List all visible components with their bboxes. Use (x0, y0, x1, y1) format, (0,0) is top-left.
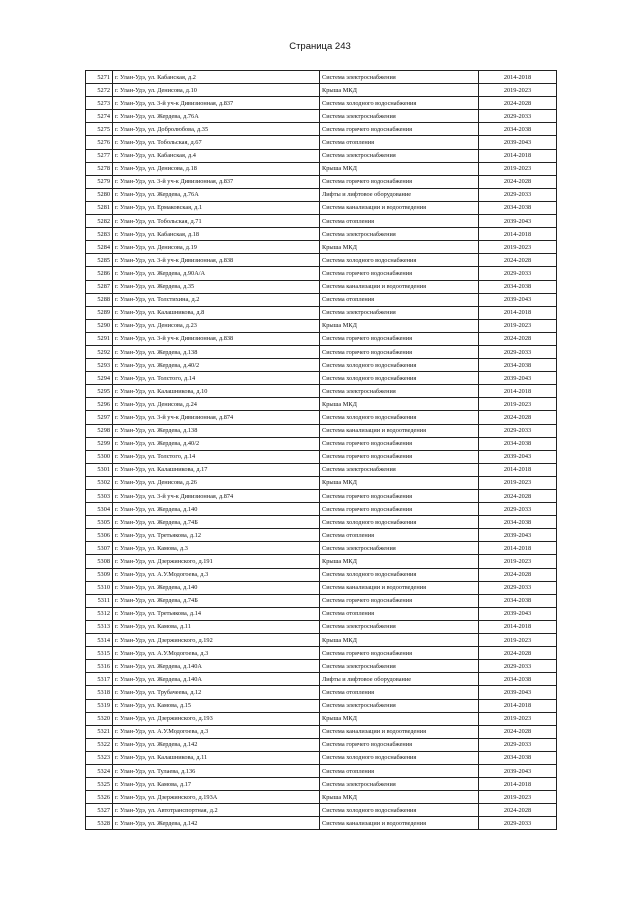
period-cell: 2024-2028 (479, 254, 557, 267)
row-number-cell: 5287 (86, 280, 113, 293)
address-cell: г. Улан-Удэ, ул. Кабанская, д.2 (113, 71, 320, 84)
row-number-cell: 5285 (86, 254, 113, 267)
system-cell: Крыша МКД (320, 84, 479, 97)
address-cell: г. Улан-Удэ, ул. Жердева, д.90А/А (113, 267, 320, 280)
address-cell: г. Улан-Удэ, ул. Калашникова, д.11 (113, 751, 320, 764)
row-number-cell: 5325 (86, 778, 113, 791)
system-cell: Система отопления (320, 529, 479, 542)
address-cell: г. Улан-Удэ, ул. Тобольская, д.67 (113, 136, 320, 149)
address-cell: г. Улан-Удэ, ул. Третьякова, д.12 (113, 529, 320, 542)
period-cell: 2029-2033 (479, 581, 557, 594)
table-row (86, 267, 557, 280)
row-number-cell: 5293 (86, 359, 113, 372)
table-row (86, 778, 557, 791)
period-cell: 2039-2043 (479, 215, 557, 228)
row-number-cell: 5282 (86, 215, 113, 228)
address-cell: г. Улан-Удэ, ул. Толстого, д.14 (113, 450, 320, 463)
address-cell: г. Улан-Удэ, ул. Денисова, д.23 (113, 319, 320, 332)
table-row (86, 241, 557, 254)
table-row (86, 215, 557, 228)
row-number-cell: 5328 (86, 817, 113, 830)
address-cell: г. Улан-Удэ, ул. Денисова, д.24 (113, 398, 320, 411)
system-cell: Крыша МКД (320, 712, 479, 725)
table-row (86, 345, 557, 358)
table-row (86, 149, 557, 162)
period-cell: 2014-2018 (479, 463, 557, 476)
row-number-cell: 5296 (86, 398, 113, 411)
row-number-cell: 5288 (86, 293, 113, 306)
row-number-cell: 5313 (86, 620, 113, 633)
system-cell: Система канализации и водоотведения (320, 581, 479, 594)
period-cell: 2029-2033 (479, 188, 557, 201)
table-row (86, 398, 557, 411)
row-number-cell: 5277 (86, 149, 113, 162)
period-cell: 2024-2028 (479, 175, 557, 188)
period-cell: 2014-2018 (479, 306, 557, 319)
table-row (86, 490, 557, 503)
period-cell: 2034-2038 (479, 437, 557, 450)
table-row (86, 411, 557, 424)
address-cell: г. Улан-Удэ, ул. Ермаковская, д.1 (113, 201, 320, 214)
period-cell: 2034-2038 (479, 123, 557, 136)
system-cell: Крыша МКД (320, 791, 479, 804)
address-cell: г. Улан-Удэ, ул. Жердева, д.142 (113, 738, 320, 751)
period-cell: 2024-2028 (479, 804, 557, 817)
system-cell: Система отопления (320, 607, 479, 620)
period-cell: 2029-2033 (479, 738, 557, 751)
period-cell: 2014-2018 (479, 620, 557, 633)
row-number-cell: 5305 (86, 516, 113, 529)
row-number-cell: 5273 (86, 97, 113, 110)
row-number-cell: 5323 (86, 751, 113, 764)
address-cell: г. Улан-Удэ, ул. Жердева, д.74Б (113, 516, 320, 529)
table-row (86, 71, 557, 84)
row-number-cell: 5294 (86, 372, 113, 385)
period-cell: 2019-2023 (479, 476, 557, 489)
system-cell: Система холодного водоснабжения (320, 516, 479, 529)
period-cell: 2034-2038 (479, 673, 557, 686)
period-cell: 2019-2023 (479, 398, 557, 411)
row-number-cell: 5301 (86, 463, 113, 476)
table-row (86, 594, 557, 607)
row-number-cell: 5316 (86, 660, 113, 673)
table-row (86, 542, 557, 555)
row-number-cell: 5317 (86, 673, 113, 686)
system-cell: Система электроснабжения (320, 542, 479, 555)
system-cell: Система электроснабжения (320, 778, 479, 791)
address-cell: г. Улан-Удэ, ул. 3-й уч-к Дивизионная, д.837 (113, 97, 320, 110)
row-number-cell: 5320 (86, 712, 113, 725)
row-number-cell: 5319 (86, 699, 113, 712)
row-number-cell: 5302 (86, 476, 113, 489)
address-cell: г. Улан-Удэ, ул. А.У.Модогоева, д.3 (113, 725, 320, 738)
row-number-cell: 5295 (86, 385, 113, 398)
table-body (86, 71, 557, 830)
period-cell: 2014-2018 (479, 71, 557, 84)
row-number-cell: 5304 (86, 503, 113, 516)
system-cell: Система горячего водоснабжения (320, 345, 479, 358)
row-number-cell: 5283 (86, 228, 113, 241)
period-cell: 2019-2023 (479, 241, 557, 254)
system-cell: Система электроснабжения (320, 306, 479, 319)
address-cell: г. Улан-Удэ, ул. Кабанская, д.4 (113, 149, 320, 162)
row-number-cell: 5281 (86, 201, 113, 214)
row-number-cell: 5275 (86, 123, 113, 136)
system-cell: Система холодного водоснабжения (320, 97, 479, 110)
address-cell: г. Улан-Удэ, ул. Жердева, д.76А (113, 110, 320, 123)
system-cell: Крыша МКД (320, 476, 479, 489)
system-cell: Система холодного водоснабжения (320, 372, 479, 385)
address-cell: г. Улан-Удэ, ул. Жердева, д.40/2 (113, 359, 320, 372)
address-cell: г. Улан-Удэ, ул. Денисова, д.19 (113, 241, 320, 254)
period-cell: 2019-2023 (479, 634, 557, 647)
table-row (86, 647, 557, 660)
system-cell: Система канализации и водоотведения (320, 280, 479, 293)
system-cell: Крыша МКД (320, 162, 479, 175)
table-row (86, 751, 557, 764)
address-cell: г. Улан-Удэ, ул. Жердева, д.142 (113, 817, 320, 830)
period-cell: 2024-2028 (479, 647, 557, 660)
row-number-cell: 5311 (86, 594, 113, 607)
period-cell: 2019-2023 (479, 162, 557, 175)
row-number-cell: 5274 (86, 110, 113, 123)
table-row (86, 738, 557, 751)
row-number-cell: 5280 (86, 188, 113, 201)
system-cell: Крыша МКД (320, 319, 479, 332)
address-cell: г. Улан-Удэ, ул. Жердева, д.140А (113, 673, 320, 686)
system-cell: Система отопления (320, 215, 479, 228)
table-row (86, 162, 557, 175)
system-cell: Система электроснабжения (320, 699, 479, 712)
table-row (86, 280, 557, 293)
row-number-cell: 5278 (86, 162, 113, 175)
table-row (86, 764, 557, 777)
address-cell: г. Улан-Удэ, ул. 3-й уч-к Дивизионная, д.838 (113, 332, 320, 345)
table-row (86, 306, 557, 319)
system-cell: Система канализации и водоотведения (320, 201, 479, 214)
system-cell: Система холодного водоснабжения (320, 804, 479, 817)
system-cell: Крыша МКД (320, 555, 479, 568)
address-cell: г. Улан-Удэ, ул. Камова, д.15 (113, 699, 320, 712)
period-cell: 2029-2033 (479, 817, 557, 830)
table-row (86, 503, 557, 516)
address-cell: г. Улан-Удэ, ул. Жердева, д.140 (113, 503, 320, 516)
system-cell: Система отопления (320, 686, 479, 699)
system-cell: Система электроснабжения (320, 463, 479, 476)
address-cell: г. Улан-Удэ, ул. 3-й уч-к Дивизионная, д.874 (113, 490, 320, 503)
period-cell: 2019-2023 (479, 555, 557, 568)
system-cell: Система горячего водоснабжения (320, 594, 479, 607)
system-cell: Система электроснабжения (320, 228, 479, 241)
row-number-cell: 5310 (86, 581, 113, 594)
row-number-cell: 5272 (86, 84, 113, 97)
address-cell: г. Улан-Удэ, ул. Камова, д.11 (113, 620, 320, 633)
system-cell: Система канализации и водоотведения (320, 725, 479, 738)
row-number-cell: 5286 (86, 267, 113, 280)
table-row (86, 725, 557, 738)
table-row (86, 804, 557, 817)
period-cell: 2024-2028 (479, 332, 557, 345)
system-cell: Система отопления (320, 136, 479, 149)
system-cell: Лифты и лифтовое оборудование (320, 188, 479, 201)
table-row (86, 568, 557, 581)
system-cell: Система электроснабжения (320, 660, 479, 673)
period-cell: 2024-2028 (479, 97, 557, 110)
table-row (86, 634, 557, 647)
row-number-cell: 5271 (86, 71, 113, 84)
system-cell: Система холодного водоснабжения (320, 568, 479, 581)
address-cell: г. Улан-Удэ, ул. Калашникова, д.8 (113, 306, 320, 319)
period-cell: 2039-2043 (479, 450, 557, 463)
period-cell: 2039-2043 (479, 764, 557, 777)
row-number-cell: 5300 (86, 450, 113, 463)
system-cell: Система электроснабжения (320, 71, 479, 84)
period-cell: 2034-2038 (479, 359, 557, 372)
table-row (86, 123, 557, 136)
period-cell: 2034-2038 (479, 201, 557, 214)
period-cell: 2029-2033 (479, 267, 557, 280)
address-cell: г. Улан-Удэ, ул. А.У.Модогоева, д.3 (113, 647, 320, 660)
table-row (86, 110, 557, 123)
row-number-cell: 5318 (86, 686, 113, 699)
table-row (86, 476, 557, 489)
system-cell: Система холодного водоснабжения (320, 359, 479, 372)
address-cell: г. Улан-Удэ, ул. Дзержинского, д.193А (113, 791, 320, 804)
period-cell: 2034-2038 (479, 280, 557, 293)
period-cell: 2034-2038 (479, 751, 557, 764)
table-row (86, 450, 557, 463)
table-row (86, 817, 557, 830)
address-cell: г. Улан-Удэ, ул. Кабанская, д.18 (113, 228, 320, 241)
table-row (86, 712, 557, 725)
address-cell: г. Улан-Удэ, ул. 3-й уч-к Дивизионная, д.838 (113, 254, 320, 267)
period-cell: 2029-2033 (479, 660, 557, 673)
system-cell: Система электроснабжения (320, 620, 479, 633)
row-number-cell: 5303 (86, 490, 113, 503)
table-row (86, 188, 557, 201)
row-number-cell: 5315 (86, 647, 113, 660)
address-cell: г. Улан-Удэ, ул. Толстого, д.14 (113, 372, 320, 385)
address-cell: г. Улан-Удэ, ул. Дзержинского, д.193 (113, 712, 320, 725)
system-cell: Система холодного водоснабжения (320, 254, 479, 267)
table-row (86, 84, 557, 97)
period-cell: 2024-2028 (479, 490, 557, 503)
table-row (86, 136, 557, 149)
system-cell: Крыша МКД (320, 634, 479, 647)
address-cell: г. Улан-Удэ, ул. 3-й уч-к Дивизионная, д.837 (113, 175, 320, 188)
system-cell: Система электроснабжения (320, 385, 479, 398)
address-cell: г. Улан-Удэ, ул. Денисова, д.10 (113, 84, 320, 97)
table-row (86, 699, 557, 712)
row-number-cell: 5279 (86, 175, 113, 188)
system-cell: Система горячего водоснабжения (320, 490, 479, 503)
row-number-cell: 5324 (86, 764, 113, 777)
system-cell: Система горячего водоснабжения (320, 175, 479, 188)
period-cell: 2024-2028 (479, 568, 557, 581)
system-cell: Система горячего водоснабжения (320, 267, 479, 280)
system-cell: Система горячего водоснабжения (320, 738, 479, 751)
system-cell: Система канализации и водоотведения (320, 817, 479, 830)
period-cell: 2039-2043 (479, 372, 557, 385)
period-cell: 2039-2043 (479, 529, 557, 542)
work-schedule-table (85, 70, 557, 830)
table-row (86, 319, 557, 332)
table-row (86, 660, 557, 673)
page-number-label: Страница 243 (289, 41, 351, 52)
table-row (86, 201, 557, 214)
address-cell: г. Улан-Удэ, ул. Трубачеева, д.12 (113, 686, 320, 699)
address-cell: г. Улан-Удэ, ул. Третьякова, д.14 (113, 607, 320, 620)
table-row (86, 97, 557, 110)
system-cell: Система электроснабжения (320, 149, 479, 162)
system-cell: Система электроснабжения (320, 110, 479, 123)
table-row (86, 620, 557, 633)
address-cell: г. Улан-Удэ, ул. Денисова, д.18 (113, 162, 320, 175)
row-number-cell: 5309 (86, 568, 113, 581)
row-number-cell: 5291 (86, 332, 113, 345)
row-number-cell: 5284 (86, 241, 113, 254)
table-row (86, 529, 557, 542)
table-row (86, 372, 557, 385)
period-cell: 2019-2023 (479, 712, 557, 725)
period-cell: 2014-2018 (479, 149, 557, 162)
table-row (86, 437, 557, 450)
table-row (86, 463, 557, 476)
system-cell: Система холодного водоснабжения (320, 411, 479, 424)
table-row (86, 359, 557, 372)
period-cell: 2019-2023 (479, 791, 557, 804)
address-cell: г. Улан-Удэ, ул. Денисова, д.26 (113, 476, 320, 489)
row-number-cell: 5314 (86, 634, 113, 647)
table-row (86, 385, 557, 398)
row-number-cell: 5276 (86, 136, 113, 149)
system-cell: Лифты и лифтовое оборудование (320, 673, 479, 686)
row-number-cell: 5326 (86, 791, 113, 804)
period-cell: 2014-2018 (479, 699, 557, 712)
row-number-cell: 5299 (86, 437, 113, 450)
address-cell: г. Улан-Удэ, ул. А.У.Модогоева, д.3 (113, 568, 320, 581)
period-cell: 2039-2043 (479, 293, 557, 306)
row-number-cell: 5298 (86, 424, 113, 437)
period-cell: 2014-2018 (479, 778, 557, 791)
table-row (86, 607, 557, 620)
period-cell: 2039-2043 (479, 136, 557, 149)
period-cell: 2024-2028 (479, 725, 557, 738)
address-cell: г. Улан-Удэ, ул. Жердева, д.76А (113, 188, 320, 201)
row-number-cell: 5292 (86, 345, 113, 358)
system-cell: Система горячего водоснабжения (320, 503, 479, 516)
address-cell: г. Улан-Удэ, ул. Калашникова, д.17 (113, 463, 320, 476)
system-cell: Система отопления (320, 764, 479, 777)
table-row (86, 581, 557, 594)
period-cell: 2039-2043 (479, 686, 557, 699)
period-cell: 2029-2033 (479, 503, 557, 516)
address-cell: г. Улан-Удэ, ул. Тобольская, д.71 (113, 215, 320, 228)
address-cell: г. Улан-Удэ, ул. Камова, д.3 (113, 542, 320, 555)
system-cell: Система холодного водоснабжения (320, 751, 479, 764)
address-cell: г. Улан-Удэ, ул. Дзержинского, д.192 (113, 634, 320, 647)
table-row (86, 686, 557, 699)
system-cell: Крыша МКД (320, 398, 479, 411)
row-number-cell: 5322 (86, 738, 113, 751)
period-cell: 2019-2023 (479, 319, 557, 332)
address-cell: г. Улан-Удэ, ул. Дзержинского, д.191 (113, 555, 320, 568)
address-cell: г. Улан-Удэ, ул. Жердева, д.140А (113, 660, 320, 673)
table-row (86, 175, 557, 188)
period-cell: 2029-2033 (479, 110, 557, 123)
table-row (86, 228, 557, 241)
row-number-cell: 5297 (86, 411, 113, 424)
system-cell: Система горячего водоснабжения (320, 123, 479, 136)
system-cell: Система горячего водоснабжения (320, 450, 479, 463)
system-cell: Крыша МКД (320, 241, 479, 254)
address-cell: г. Улан-Удэ, ул. Жердева, д.40/2 (113, 437, 320, 450)
period-cell: 2039-2043 (479, 607, 557, 620)
address-cell: г. Улан-Удэ, ул. Жердева, д.138 (113, 424, 320, 437)
address-cell: г. Улан-Удэ, ул. Жердева, д.138 (113, 345, 320, 358)
address-cell: г. Улан-Удэ, ул. Жердева, д.35 (113, 280, 320, 293)
system-cell: Система отопления (320, 293, 479, 306)
row-number-cell: 5289 (86, 306, 113, 319)
period-cell: 2014-2018 (479, 228, 557, 241)
table-row (86, 254, 557, 267)
address-cell: г. Улан-Удэ, ул. Автотранспортная, д.2 (113, 804, 320, 817)
address-cell: г. Улан-Удэ, ул. Камова, д.17 (113, 778, 320, 791)
address-cell: г. Улан-Удэ, ул. Жердева, д.74Б (113, 594, 320, 607)
row-number-cell: 5327 (86, 804, 113, 817)
table-row (86, 424, 557, 437)
period-cell: 2019-2023 (479, 84, 557, 97)
period-cell: 2024-2028 (479, 411, 557, 424)
address-cell: г. Улан-Удэ, ул. Толстихина, д.2 (113, 293, 320, 306)
address-cell: г. Улан-Удэ, ул. 3-й уч-к Дивизионная, д.874 (113, 411, 320, 424)
period-cell: 2034-2038 (479, 594, 557, 607)
period-cell: 2029-2033 (479, 345, 557, 358)
period-cell: 2014-2018 (479, 542, 557, 555)
system-cell: Система горячего водоснабжения (320, 332, 479, 345)
table-row (86, 332, 557, 345)
table-row (86, 555, 557, 568)
system-cell: Система горячего водоснабжения (320, 437, 479, 450)
period-cell: 2034-2038 (479, 516, 557, 529)
row-number-cell: 5321 (86, 725, 113, 738)
row-number-cell: 5290 (86, 319, 113, 332)
address-cell: г. Улан-Удэ, ул. Тулаева, д.136 (113, 764, 320, 777)
table-row (86, 791, 557, 804)
system-cell: Система канализации и водоотведения (320, 424, 479, 437)
table-row (86, 673, 557, 686)
row-number-cell: 5307 (86, 542, 113, 555)
row-number-cell: 5306 (86, 529, 113, 542)
table-row (86, 293, 557, 306)
period-cell: 2014-2018 (479, 385, 557, 398)
system-cell: Система горячего водоснабжения (320, 647, 479, 660)
period-cell: 2029-2033 (479, 424, 557, 437)
row-number-cell: 5312 (86, 607, 113, 620)
table-row (86, 516, 557, 529)
row-number-cell: 5308 (86, 555, 113, 568)
address-cell: г. Улан-Удэ, ул. Жердева, д.140 (113, 581, 320, 594)
address-cell: г. Улан-Удэ, ул. Калашникова, д.10 (113, 385, 320, 398)
address-cell: г. Улан-Удэ, ул. Добролюбова, д.35 (113, 123, 320, 136)
